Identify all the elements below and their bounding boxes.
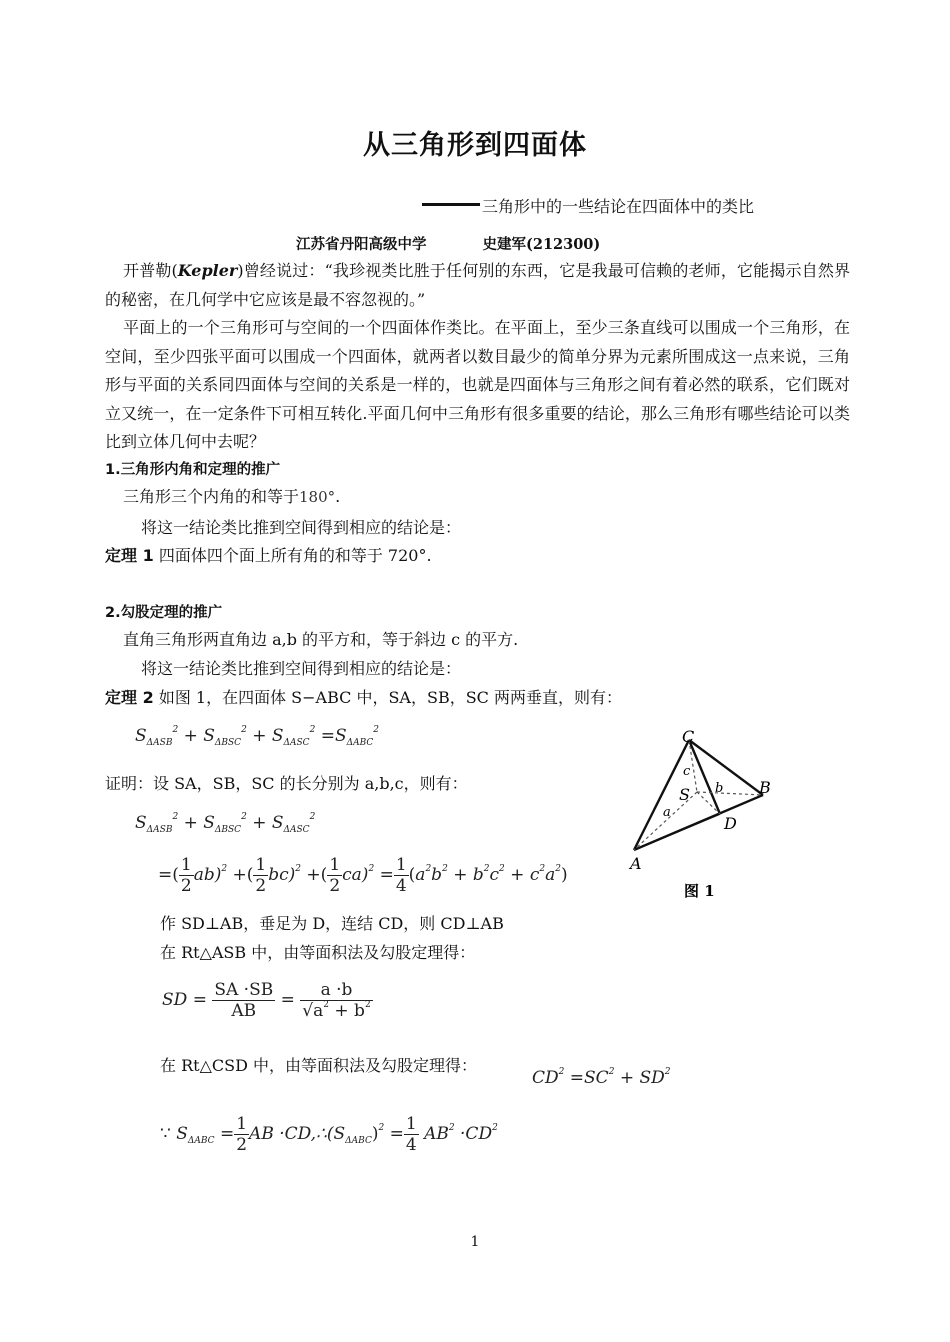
author-name: 史建军(212300) bbox=[482, 236, 601, 253]
proof-step-sd: 作 SD⊥AB，垂足为 D，连结 CD，则 CD⊥AB bbox=[160, 914, 504, 933]
label-d-vertex: D bbox=[724, 814, 737, 833]
figure-tetrahedron bbox=[620, 722, 790, 907]
author-line bbox=[296, 233, 600, 254]
theorem1-label: 定理 1 bbox=[105, 546, 154, 565]
equation-theorem2: $S_{\Delta ASB}^2 + S_{\Delta BSC}^2 + S_{\Delta ASC}^2 =S_{\Delta ABC}^2$ bbox=[135, 725, 380, 748]
section1-heading: 1.三角形内角和定理的推广 bbox=[105, 462, 281, 478]
equation-sd: SD = $\frac{SA \cdot SB}{AB}$ = $\frac{a \cdot b}{√a^2 + b^2}$ bbox=[162, 980, 371, 1021]
intro-quote: 开普勒(Kepler)曾经说过：“我珍视类比胜于任何别的东西，它是我最可信赖的老师，它能揭示自然界的秘密，在几何学中它应该是最不容忽视的。” bbox=[105, 261, 850, 309]
theorem1-text: 四面体四个面上所有角的和等于 720°. bbox=[158, 546, 432, 565]
label-a-edge: a bbox=[663, 805, 671, 820]
label-c-vertex: C bbox=[682, 727, 695, 746]
section1-line1: 三角形三个内角的和等于180°. bbox=[123, 487, 341, 506]
subtitle-dash bbox=[422, 203, 480, 206]
theorem2 bbox=[105, 684, 850, 713]
section2-line2: 将这一结论类比推到空间得到相应的结论是： bbox=[141, 659, 462, 678]
equation-proof-expand: =( $\frac{1}{2}$ ab)$^2$ +( $\frac{1}{2}$ bc)$^2$ +( $\frac{1}{2}$ ca)$^2$ = $\frac{1}{4}$ $(a^2b^2 + b^2c^2 + c^2a^2)$ bbox=[158, 855, 568, 896]
equation-proof-sum: $S_{\Delta ASB}^2 + S_{\Delta BSC}^2 + S_{\Delta ASC}^2$ bbox=[135, 812, 316, 835]
proof-step-csd: 在 Rt△CSD 中，由等面积法及勾股定理得： bbox=[160, 1056, 477, 1075]
proof-step-asb: 在 Rt△ASB 中，由等面积法及勾股定理得： bbox=[160, 943, 476, 962]
section2-heading: 2.勾股定理的推广 bbox=[105, 605, 223, 621]
label-s-vertex: S bbox=[679, 785, 690, 804]
intro-paragraph: 平面上的一个三角形可与空间的一个四面体作类比。在平面上，至少三条直线可以围成一个三角形，在空间，至少四张平面可以围成一个四面体，就两者以数目最少的简单分界为元素所围成这一点来说，三角形与平面的关系同四面体与空间的关系是一样的，也就是四面体与三角形之间有着必然的联系，它们既对立又统一，在一定条件下可相互转化.平面几何中三角形有很多重要的结论，那么三角形有哪些结论可以类比到立体几何中去呢？ bbox=[105, 318, 850, 451]
theorem2-text: 如图 1，在四面体 S−ABC 中，SA，SB，SC 两两垂直，则有： bbox=[158, 688, 622, 707]
label-b-vertex: B bbox=[759, 778, 771, 797]
equation-area-abc: ∵ $S_{\Delta ABC}$ = $\frac{1}{2}$ AB $\cdot CD,\therefore(S_{\Delta ABC})^2$ = $\frac{1}{4}$ $AB^2 \cdot CD^2$ bbox=[160, 1114, 498, 1155]
section1-line2: 将这一结论类比推到空间得到相应的结论是： bbox=[141, 518, 462, 537]
subtitle bbox=[422, 194, 754, 217]
author-school: 江苏省丹阳高级中学 bbox=[296, 236, 427, 253]
figure-caption: 图 1 bbox=[684, 882, 715, 900]
theorem2-label: 定理 2 bbox=[105, 688, 154, 707]
label-b-edge: b bbox=[715, 781, 724, 796]
angle-180: 180° bbox=[299, 488, 336, 506]
theorem1 bbox=[105, 542, 850, 571]
equation-cd: $CD^2 =SC^2 + SD^2$ bbox=[532, 1067, 671, 1088]
section2-line1: 直角三角形两直角边 a,b 的平方和，等于斜边 c 的平方. bbox=[123, 630, 519, 649]
proof-intro: 证明：设 SA，SB，SC 的长分别为 a,b,c，则有： bbox=[105, 774, 468, 793]
subtitle-text: 三角形中的一些结论在四面体中的类比 bbox=[482, 197, 755, 216]
kepler-name: Kepler bbox=[177, 261, 238, 280]
page-number: 1 bbox=[470, 1234, 480, 1250]
label-c-edge: c bbox=[683, 764, 691, 779]
page-title: 从三角形到四面体 bbox=[363, 130, 587, 161]
label-a-vertex: A bbox=[630, 854, 642, 873]
